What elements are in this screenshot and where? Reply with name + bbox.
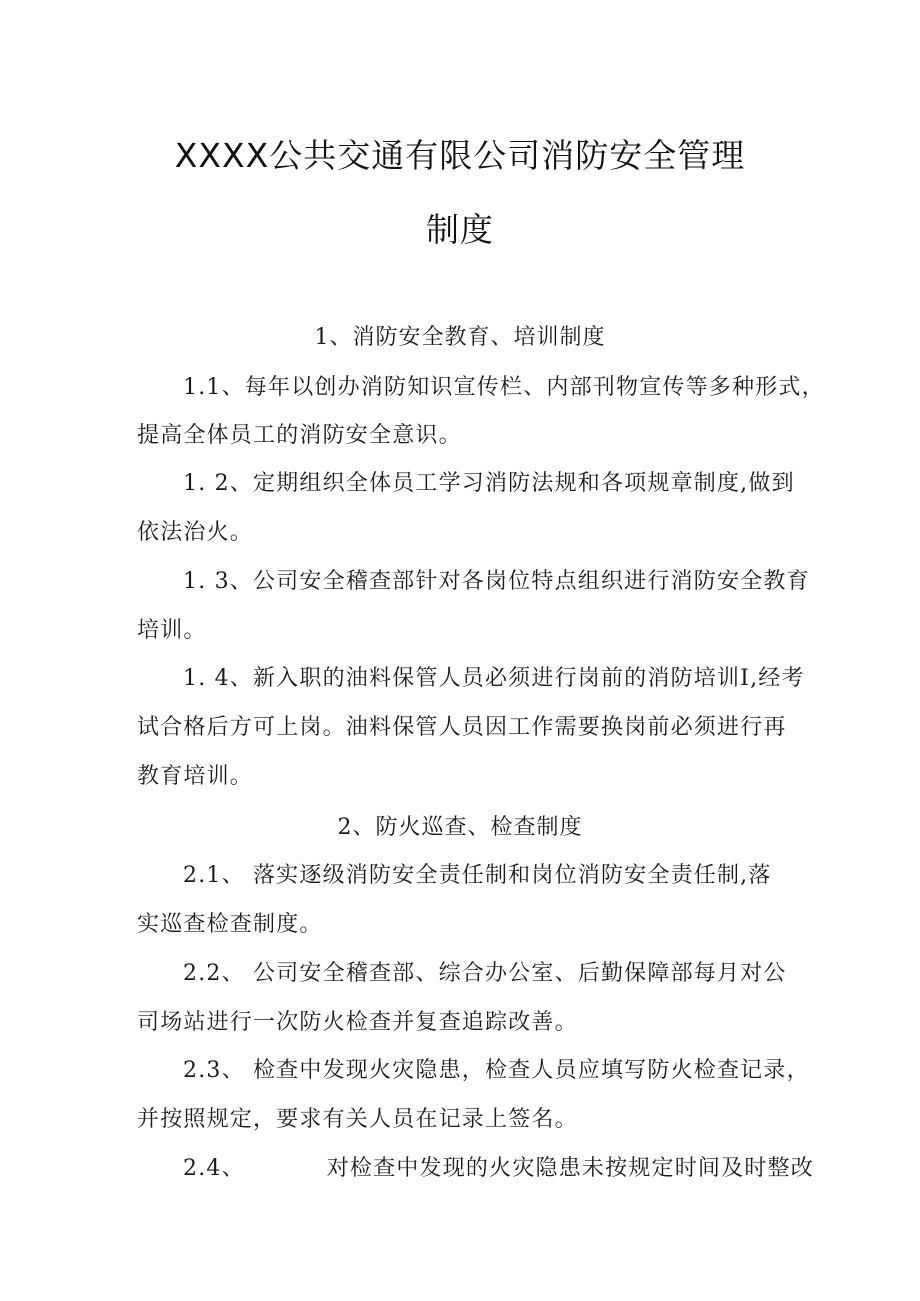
paragraph-2-2-line-2: 司场站进行一次防火检查并复查追踪改善。 [137,1010,578,1035]
paragraph-2-4-line-1: 2.4、 对检查中发现的火灾隐患未按规定时间及时整改 [183,1156,814,1181]
paragraph-2-1-line-1: 2.1、 落实逐级消防安全责任制和岗位消防安全责任制,落 [183,863,772,888]
paragraph-2-3-line-2: 并按照规定，要求有关人员在记录上签名。 [137,1107,578,1132]
document-title-line-1: XXXX公共交通有限公司消防安全管理 [174,136,746,175]
paragraph-1-3-line-2: 培训。 [137,618,207,643]
paragraph-1-1-line-1: 1.1、每年以创办消防知识宣传栏、内部刊物宣传等多种形式， [183,375,825,400]
document-title-line-2: 制度 [426,210,494,249]
section-2-heading: 2、防火巡查、检查制度 [337,815,583,840]
paragraph-1-2-line-1: 1. 2、定期组织全体员工学习消防法规和各项规章制度,做到 [183,471,795,496]
paragraph-1-3-line-1: 1. 3、公司安全稽查部针对各岗位特点组织进行消防安全教育 [183,569,810,594]
paragraph-1-2-line-2: 依法治火。 [137,520,254,545]
paragraph-2-2-line-1: 2.2、 公司安全稽查部、综合办公室、后勤保障部每月对公 [183,961,787,986]
paragraph-1-4-line-2: 试合格后方可上岗。油料保管人员因工作需要换岗前必须进行再 [137,715,787,740]
paragraph-1-1-line-2: 提高全体员工的消防安全意识。 [137,423,462,448]
paragraph-1-4-line-3: 教育培训。 [137,764,254,789]
paragraph-2-3-line-1: 2.3、 检查中发现火灾隐患，检查人员应填写防火检查记录， [183,1058,810,1083]
paragraph-2-1-line-2: 实巡查检查制度。 [137,912,323,937]
paragraph-1-4-line-1: 1. 4、新入职的油料保管人员必须进行岗前的消防培训I,经考 [183,666,805,691]
section-1-heading: 1、消防安全教育、培训制度 [314,325,606,350]
